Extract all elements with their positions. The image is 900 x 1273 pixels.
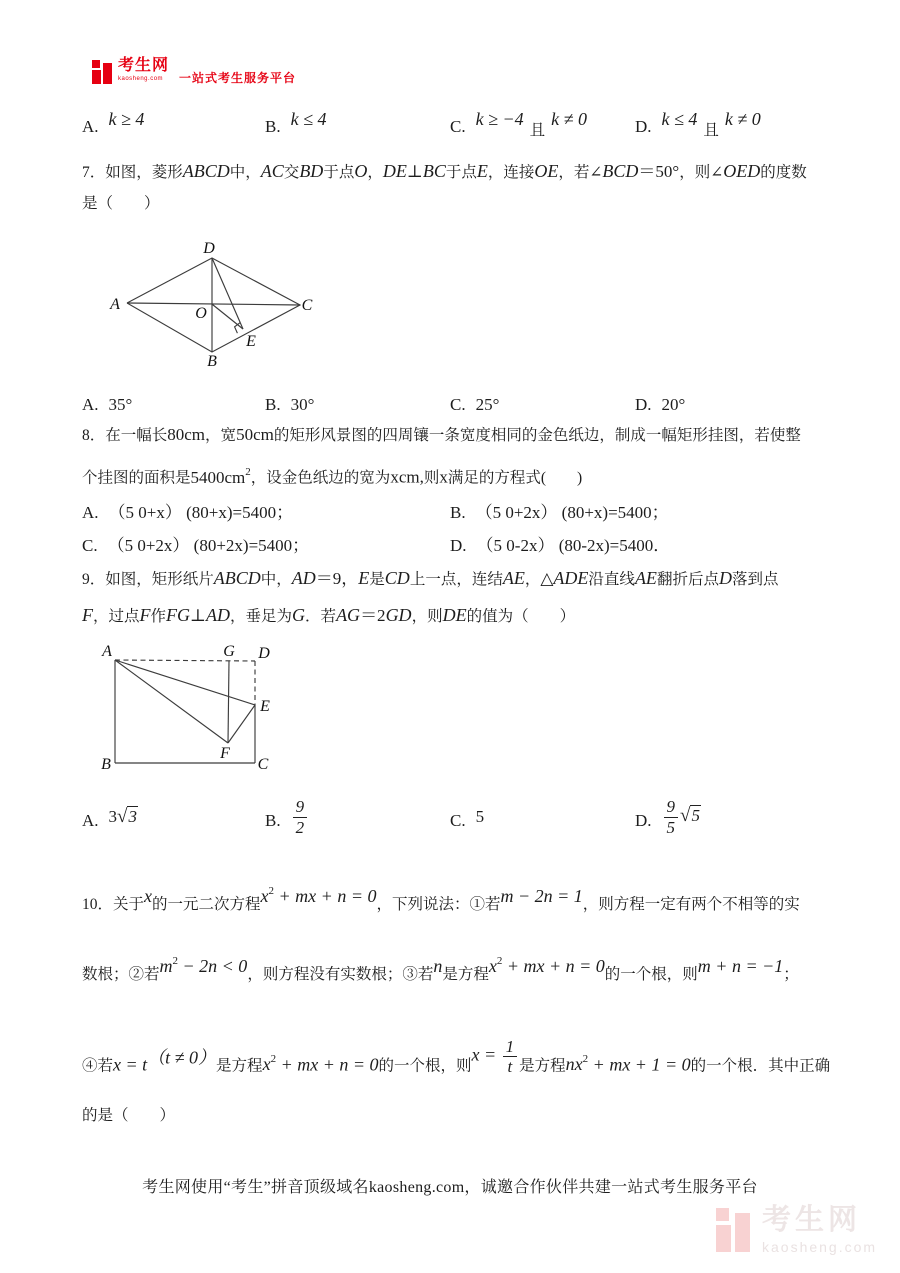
text-segment: $x^2$ [488,955,503,976]
text-segment: 30° [290,395,315,414]
text-segment: OED [723,161,761,181]
text-segment: ， [524,571,541,588]
text-segment: AG [336,605,361,625]
figure-label-A: A [102,643,112,660]
text-segment: 20° [661,395,686,414]
text-segment: 9．如图，矩形纸片 [82,571,214,588]
text-segment: DE [442,605,467,625]
text-segment: BC [422,161,446,181]
text-segment: $5400cm^2$ [190,466,251,487]
text-segment: 则 [423,469,440,487]
text-segment: $x^2$ [260,885,275,906]
text-segment: 于点 [445,164,477,181]
text-segment: 50cm [236,425,274,444]
text-segment: 落到点 [731,571,779,588]
text-segment: ，则∠ [679,164,724,181]
text-segment: 8．在一幅长 [82,427,168,444]
text-segment: k ≥ −4 [475,109,524,129]
figure-label-C: C [301,297,313,314]
text-segment: $\frac{9}{2}$ [293,798,308,836]
text-segment: ⊥ [190,606,207,625]
text-segment: BCD [602,161,639,181]
text-segment: ，则方程一定有两个不相等的实 [582,896,800,913]
q10-stem-line4 [82,1101,175,1131]
text-segment: ， [367,164,383,181]
q7-rhombus-figure [95,240,325,370]
q10-stem-line3 [82,1037,831,1081]
text-segment: 是方程 [216,1057,263,1075]
text-segment: − 2n < 0 [178,956,248,976]
text-segment: （5 0+2x） (80+x)=5400； [475,503,669,522]
text-segment: O [354,161,368,181]
text-segment: 的矩形风景图的四周镶一条宽度相同的金色纸边，制成一幅矩形挂图，若使整 [273,427,801,444]
figure-label-C: C [257,756,269,773]
text-segment: 的是（ ） [82,1107,176,1124]
text-segment: 7．如图，菱形 [82,164,183,181]
text-segment: GD [385,605,412,625]
text-segment: 满足的方程式( ) [447,469,583,487]
text-segment: n [433,956,443,976]
text-segment: DE [382,161,407,181]
text-segment: √3 [117,805,137,827]
q6-option-b: B. k ≤ 4 [265,109,327,136]
text-segment: 80cm [167,425,206,444]
text-segment: AE [634,568,657,588]
text-segment: m + n = −1 [697,956,784,976]
q10-stem-line1 [82,877,822,920]
q9-option-c: C. 5 [450,806,485,830]
figure-label-O: O [195,305,207,322]
kaosheng-logo-icon [92,58,114,84]
q6-option-a: A. k ≥ 4 [82,109,145,136]
text-segment: ，则方程没有实数根；③若 [247,966,434,983]
q8-option-a: A. （5 0+x） (80+x)=5400； [82,503,294,522]
q8-option-b: B. （5 0+2x） (80+x)=5400； [450,503,669,522]
text-segment: 中， [260,571,292,588]
text-segment: ，下列说法：①若 [376,896,501,913]
text-segment: √5 [680,804,700,826]
text-segment: 10．关于 [82,896,145,913]
text-segment: 沿直线 [588,571,635,588]
kaosheng-logo [92,58,296,86]
q9-option-b: B. $\frac{9}{2}$ [265,793,309,841]
text-segment: m − 2n = 1 [500,886,583,906]
text-segment: AD [206,605,231,625]
text-segment: 是 [369,571,385,588]
watermark-text-block [762,1206,877,1254]
text-segment: xcm, [390,467,424,487]
q9-option-d: D. $\frac{9}{5}$ √5 [635,797,700,837]
text-segment: k ≠ 0 [551,109,587,129]
text-segment: x [144,886,153,906]
text-segment: ，设金色纸边的宽为 [250,469,391,487]
q7-option-b: B. 30° [265,395,315,414]
text-segment: ＝9， [315,569,359,588]
text-segment: 的一个根，则 [378,1057,472,1075]
brand-domain: kaosheng.com [118,76,164,82]
footer-slogan: 考生网使用“考生”拼音顶级域名kaosheng.com，诚邀合作伙伴共建一站式考生服务平台 [142,1179,758,1196]
text-segment: 上一点，连结 [409,571,503,588]
text-segment: ADE [553,568,589,588]
watermark-domain: kaosheng.com [762,1239,878,1255]
text-segment: ④若 [82,1057,114,1075]
q9-stem-line2 [82,600,575,632]
kaosheng-watermark [716,1206,877,1256]
text-segment: 的一个根，则 [604,966,698,983]
text-segment: 25° [475,395,500,414]
text-segment: 中， [229,164,261,181]
text-segment: 的度数 [760,164,807,181]
figure-label-D: D [258,645,270,662]
q7-stem-line1 [82,156,822,188]
kaosheng-brand-block [118,58,169,82]
text-segment: （5 0+2x） (80+2x)=5400； [107,536,310,555]
text-segment: ＝2 [360,606,386,625]
text-segment: x = t [113,1054,148,1075]
text-segment: E [358,568,370,588]
text-segment: + mx + n = 0 [274,886,377,906]
text-segment: 且 [529,122,546,139]
text-segment: （t ≠ 0） [147,1047,217,1068]
text-segment: k ≠ 0 [724,109,761,129]
figure-label-B: B [101,756,111,773]
text-segment: G [292,605,306,625]
q9-rectangle-figure [95,645,285,785]
text-segment: ⊥ [406,162,423,181]
q8-stem-line2 [82,458,582,494]
text-segment: $\frac{9}{5}$ [664,798,679,836]
text-segment: 交 [283,164,300,181]
text-segment: 是（ ） [82,195,160,212]
text-segment: x = [471,1044,501,1065]
q7-option-d: D. 20° [635,395,686,414]
text-segment: k ≤ 4 [290,109,327,129]
text-segment: FG [166,605,191,625]
figure-label-D: D [203,240,215,257]
text-segment: F [82,605,93,625]
text-segment: $x^2$ [262,1053,277,1075]
text-segment: + mx + n = 0 [276,1054,379,1075]
q7-option-c: C. 25° [450,395,500,414]
figure-label-F: F [220,745,230,762]
text-segment: ABCD [213,568,261,588]
text-segment: 的一元二次方程 [152,896,261,913]
text-segment: 5 [475,806,485,826]
text-segment: 个挂图的面积是 [82,469,191,487]
q7-option-a: A. 35° [82,395,133,414]
text-segment: 作 [150,608,167,625]
text-segment: 数根；②若 [82,966,160,983]
text-segment: AE [502,568,525,588]
q8-option-d: D. （5 0-2x） (80-2x)=5400． [450,536,671,555]
text-segment: 35° [108,395,133,414]
text-segment: ，垂足为 [230,608,293,625]
text-segment: ．若 [305,608,337,625]
text-segment: 是方程 [442,966,489,983]
text-segment: OE [534,161,559,181]
text-segment: CD [384,568,410,588]
text-segment: ，过点 [93,608,140,625]
text-segment: k ≥ 4 [108,109,145,129]
text-segment: △ [540,569,554,588]
text-segment: k ≤ 4 [661,109,698,129]
text-segment: BD [299,161,324,181]
text-segment: $\frac{1}{t}$ [503,1038,518,1076]
text-segment: F [139,605,151,625]
brand-name: 考生网 [118,57,170,74]
text-segment: ＝50° [638,162,680,181]
text-segment: 的一个根．其中正确 [690,1057,831,1075]
text-segment: 的值为（ ） [466,608,576,625]
text-segment: （5 0-2x） (80-2x)=5400． [476,536,671,555]
brand-tagline: 一站式考生服务平台 [179,71,297,85]
text-segment: + mx + 1 = 0 [588,1054,691,1075]
q9-option-a: A. 3√3 [82,805,137,830]
q6-option-d: D. k ≤ 4且k ≠ 0 [635,109,761,139]
text-segment: ，连接 [487,164,535,181]
text-segment: + mx + n = 0 [502,956,605,976]
text-segment: E [476,161,488,181]
watermark-brand: 考生网 [762,1204,862,1236]
text-segment: $nx^2$ [565,1053,589,1075]
q7-stem-line2 [82,189,160,219]
q10-stem-line2 [82,947,822,990]
q9-stem-line1 [82,563,822,595]
text-segment: ； [783,966,799,983]
figure-label-E: E [246,333,256,350]
text-segment: 且 [703,122,719,139]
text-segment: ，宽 [205,427,237,444]
text-segment: AC [260,161,284,181]
text-segment: ABCD [182,161,230,181]
text-segment: 3 [108,806,118,826]
text-segment: D [718,568,732,588]
text-segment: 于点 [323,164,355,181]
text-segment: AD [291,568,316,588]
text-segment: $m^2$ [159,955,179,976]
text-segment: ，若∠ [558,164,603,181]
text-segment: （5 0+x） (80+x)=5400； [108,503,294,522]
watermark-logo-icon [716,1206,756,1256]
text-segment: x [439,467,448,487]
q8-option-c: C. （5 0+2x） (80+2x)=5400； [82,536,310,555]
q6-option-c: C. k ≥ −4且k ≠ 0 [450,109,587,139]
q8-stem-line1 [82,420,822,451]
text-segment: ，则 [411,608,443,625]
right-angle-mark [235,323,241,334]
figure-label-B: B [207,353,217,370]
figure-label-E: E [260,698,270,715]
text-segment: 是方程 [519,1057,566,1075]
figure-label-G: G [223,643,235,660]
figure-label-A: A [110,296,120,313]
text-segment: 翻折后点 [656,571,719,588]
